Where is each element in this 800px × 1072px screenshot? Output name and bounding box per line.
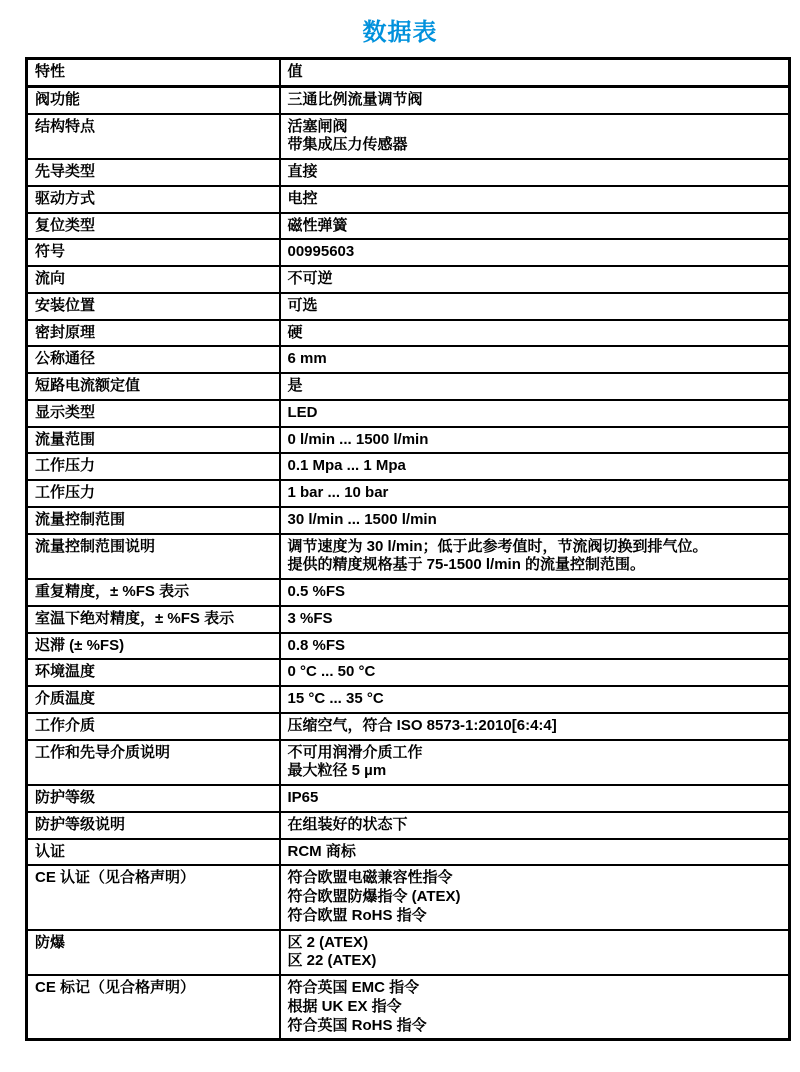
table-row: [27, 686, 790, 713]
value-cell: [280, 534, 790, 580]
table-row: [27, 86, 790, 113]
table-row: [27, 740, 790, 786]
value-cell: [280, 186, 790, 213]
value-line: 调节速度为 30 l/min；低于此参考值时，节流阀切换到排气位。: [287, 537, 708, 555]
table-row: [27, 159, 790, 186]
page-title: 数据表: [362, 19, 438, 46]
feature-cell: 工作介质: [27, 713, 280, 740]
table-row: [27, 507, 790, 534]
value-line: 0 l/min ... 1500 l/min: [287, 430, 429, 448]
value-line: 符合英国 EMC 指令: [287, 979, 420, 996]
feature-cell: 流量范围: [27, 427, 280, 454]
feature-cell: 显示类型: [27, 400, 280, 427]
value-cell: [280, 507, 790, 534]
table-row: [27, 114, 790, 160]
value-line: 是: [287, 377, 303, 394]
value-line: 15 °C ... 35 °C: [287, 690, 384, 707]
table-row: [27, 346, 790, 373]
value-cell: [280, 930, 790, 976]
feature-cell: 短路电流额定值: [27, 373, 280, 400]
value-cell: [280, 239, 790, 266]
feature-cell: 阀功能: [27, 86, 280, 113]
value-cell: [280, 975, 790, 1040]
value-line: 提供的精度规格基于 75-1500 l/min 的流量控制范围。: [287, 556, 646, 574]
value-cell: [280, 659, 790, 686]
feature-cell: 防护等级: [27, 785, 280, 812]
value-cell: [280, 293, 790, 320]
table-row: [27, 239, 790, 266]
value-line: 根据 UK EX 指令: [287, 997, 402, 1015]
value-line: IP65: [287, 789, 319, 806]
feature-cell: 流量控制范围: [27, 507, 280, 534]
feature-cell: 工作压力: [27, 453, 280, 480]
header-feature: 特性: [27, 59, 280, 87]
value-line: 三通比例流量调节阀: [287, 90, 423, 108]
table-row: [27, 930, 790, 976]
value-line: 在组装好的状态下: [287, 815, 408, 833]
value-line: 6 mm: [287, 350, 327, 368]
value-cell: [280, 480, 790, 507]
feature-cell: 工作压力: [27, 480, 280, 507]
feature-cell: 工作和先导介质说明: [27, 740, 280, 786]
value-cell: [280, 453, 790, 480]
value-cell: [280, 740, 790, 786]
value-line: 0.8 %FS: [287, 636, 346, 654]
feature-cell: 流向: [27, 266, 280, 293]
feature-cell: 公称通径: [27, 346, 280, 373]
table-row: [27, 427, 790, 454]
table-row: [27, 659, 790, 686]
value-cell: [280, 633, 790, 660]
table-row: [27, 186, 790, 213]
table-row: [27, 480, 790, 507]
feature-cell: 结构特点: [27, 114, 280, 160]
feature-cell: 驱动方式: [27, 186, 280, 213]
value-line: 硬: [287, 323, 303, 341]
feature-cell: 防爆: [27, 930, 280, 976]
value-line: 00995603: [287, 243, 355, 261]
value-line: 最大粒径 5 µm: [287, 762, 387, 780]
value-line: 符合欧盟防爆指令 (ATEX): [287, 888, 461, 905]
feature-cell: 密封原理: [27, 320, 280, 347]
feature-cell: 复位类型: [27, 213, 280, 240]
value-cell: [280, 427, 790, 454]
value-cell: [280, 320, 790, 347]
feature-cell: 符号: [27, 239, 280, 266]
value-line: 符合英国 RoHS 指令: [287, 1016, 427, 1034]
table-row: [27, 812, 790, 839]
datasheet-table: [25, 57, 791, 1041]
value-cell: [280, 86, 790, 113]
value-line: 1 bar ... 10 bar: [287, 484, 389, 501]
table-row: [27, 373, 790, 400]
table-row: [27, 453, 790, 480]
table-row: [27, 713, 790, 740]
value-cell: [280, 865, 790, 929]
value-cell: [280, 785, 790, 812]
table-row: [27, 266, 790, 293]
feature-cell: 流量控制范围说明: [27, 534, 280, 580]
feature-cell: 安装位置: [27, 293, 280, 320]
value-cell: [280, 686, 790, 713]
value-cell: [280, 606, 790, 633]
value-line: 0.1 Mpa ... 1 Mpa: [287, 457, 406, 475]
value-cell: [280, 266, 790, 293]
header-row: [27, 59, 790, 87]
table-row: [27, 579, 790, 606]
value-cell: [280, 346, 790, 373]
table-row: [27, 606, 790, 633]
table-row: [27, 293, 790, 320]
value-line: 区 22 (ATEX): [287, 952, 377, 970]
value-cell: [280, 114, 790, 160]
value-line: LED: [287, 403, 318, 421]
value-line: 符合欧盟 RoHS 指令: [287, 906, 427, 924]
table-row: [27, 975, 790, 1040]
table-row: [27, 213, 790, 240]
value-line: 不可用润滑介质工作: [287, 743, 423, 761]
feature-cell: 重复精度，± %FS 表示: [27, 579, 280, 606]
table-row: [27, 320, 790, 347]
feature-cell: 防护等级说明: [27, 812, 280, 839]
feature-cell: CE 认证（见合格声明）: [27, 865, 280, 929]
value-cell: [280, 373, 790, 400]
value-line: 可选: [287, 296, 318, 314]
value-cell: [280, 812, 790, 839]
value-line: RCM 商标: [287, 842, 356, 860]
value-cell: [280, 159, 790, 186]
value-line: 压缩空气，符合 ISO 8573-1:2010[6:4:4]: [287, 716, 557, 734]
feature-cell: 认证: [27, 839, 280, 866]
table-header: [27, 59, 790, 87]
value-cell: [280, 713, 790, 740]
table-row: [27, 400, 790, 427]
feature-cell: 环境温度: [27, 659, 280, 686]
value-line: 电控: [287, 189, 318, 207]
value-line: 不可逆: [287, 270, 333, 287]
value-line: 30 l/min ... 1500 l/min: [287, 510, 437, 528]
table-row: [27, 865, 790, 929]
value-line: 磁性弹簧: [287, 216, 348, 234]
value-line: 带集成压力传感器: [287, 136, 408, 154]
value-line: 区 2 (ATEX): [287, 933, 369, 951]
header-value: 值: [280, 59, 790, 87]
value-line: 直接: [287, 163, 318, 180]
feature-cell: 迟滞 (± %FS): [27, 633, 280, 660]
table-row: [27, 534, 790, 580]
feature-cell: 室温下绝对精度，± %FS 表示: [27, 606, 280, 633]
value-cell: [280, 400, 790, 427]
table-row: [27, 633, 790, 660]
value-cell: [280, 579, 790, 606]
feature-cell: 先导类型: [27, 159, 280, 186]
value-line: 0.5 %FS: [287, 583, 346, 600]
table-row: [27, 839, 790, 866]
value-cell: [280, 839, 790, 866]
value-line: 符合欧盟电磁兼容性指令: [287, 869, 453, 887]
table-row: [27, 785, 790, 812]
value-line: 3 %FS: [287, 609, 333, 627]
feature-cell: 介质温度: [27, 686, 280, 713]
table-body: [27, 86, 790, 1040]
value-line: 活塞闸阀: [287, 117, 348, 135]
feature-cell: CE 标记（见合格声明）: [27, 975, 280, 1040]
value-line: 0 °C ... 50 °C: [287, 663, 376, 681]
value-cell: [280, 213, 790, 240]
